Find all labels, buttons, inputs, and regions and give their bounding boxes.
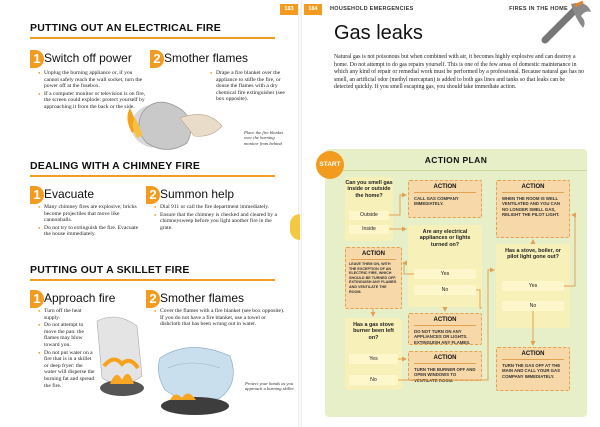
action-title: ACTION bbox=[502, 348, 564, 360]
action-text: TURN THE BURNER OFF AND OPEN WINDOWS TO VENTILATE ROOM. bbox=[414, 367, 476, 383]
page-title: Gas leaks bbox=[334, 22, 423, 44]
action-call-gas-company bbox=[408, 180, 482, 218]
action-gas-off-main bbox=[496, 347, 570, 391]
step-number: 1 bbox=[30, 290, 44, 308]
bullet-item: ● Dial 911 or call the fire department immediately. bbox=[154, 204, 282, 211]
action-title: ACTION bbox=[414, 181, 476, 193]
step-title: Evacuate bbox=[44, 187, 95, 201]
action-text: CALL GAS COMPANY IMMEDIATELY. bbox=[414, 196, 459, 207]
action-text: WHEN THE ROOM IS WELL VENTILATED AND YOU CAN NO LONGER SMELL GAS, RELIGHT THE PILOT LIGHT. bbox=[502, 196, 560, 217]
page-number-left: 183 bbox=[280, 4, 298, 15]
step-number: 2 bbox=[146, 290, 160, 308]
bullet-item: ● Do not try to extinguish the fire. Evacuate the house immediately. bbox=[38, 225, 144, 238]
question-text: Are any electrical appliances or lights turned on? bbox=[419, 229, 471, 248]
action-burner-off bbox=[408, 351, 482, 381]
bullet-item: ● Ensure that the chimney is checked and cleared by a chimneysweep before you light another fire in the grate. bbox=[154, 212, 282, 232]
bullet-item: ● If a computer monitor or television is on fire, the screen could explode: protect yourself by approaching it from the back or the side. bbox=[38, 91, 146, 111]
question-text: Has a gas stove burner been left on? bbox=[353, 322, 394, 341]
bullet-item: ● Turn off the heat supply. bbox=[38, 308, 96, 321]
action-title: ACTION bbox=[502, 181, 564, 193]
option-yes: Yes bbox=[414, 269, 476, 279]
electrical-caption: Place the fire blanket over the burning monitor from behind bbox=[244, 130, 284, 146]
option-no: No bbox=[502, 301, 564, 311]
option-yes: Yes bbox=[349, 354, 398, 364]
running-head-left: FIRES IN THE HOME bbox=[509, 6, 568, 12]
step-title: Approach fire bbox=[44, 291, 116, 305]
section-title-electrical: PUTTING OUT AN ELECTRICAL FIRE bbox=[30, 22, 275, 39]
intro-paragraph: Natural gas is not poisonous but when combined with air, it becomes highly explosive and can destroy a home. Do not attempt to do gas repairs yourself. This is one of the few areas of domestic maintenance in which any kind of repair or remedial work must be performed by a professional. Because natural gas has no smell, an artificial odor (methyl mercaptan) is added to both gas lines and tanks so that leaks can be detected quickly. If you smell escaping gas, you should take immediate action. bbox=[334, 54, 584, 91]
action-title: ACTION bbox=[414, 352, 476, 364]
action-text: TURN THE GAS OFF AT THE MAIN AND CALL YOUR GAS COMPANY IMMEDIATELY. bbox=[502, 363, 561, 379]
action-ventilate-room bbox=[345, 247, 402, 309]
bullet-list bbox=[154, 204, 282, 232]
fire-blanket-monitor-illustration bbox=[112, 88, 252, 158]
step-title: Smother flames bbox=[160, 291, 245, 305]
step-title: Summon help bbox=[160, 187, 235, 201]
skillet-approach-illustration bbox=[92, 306, 148, 406]
section-title-skillet: PUTTING OUT A SKILLET FIRE bbox=[30, 264, 275, 281]
action-text: LEAVE THEM ON, WITH THE EXCEPTION OF AN ELECTRIC FIRE, WHICH SHOULD BE TURNED OFF. EXTINGUISH ANY FLAMES AND VENTILATE THE ROOM. bbox=[349, 262, 397, 294]
step-title: Switch off power bbox=[44, 51, 132, 65]
step-number: 2 bbox=[146, 186, 160, 204]
wrench-icon bbox=[535, 0, 595, 48]
step-title: Smother flames bbox=[164, 51, 249, 65]
chimney-step-2 bbox=[146, 186, 286, 256]
option-inside: Inside bbox=[349, 225, 389, 234]
chimney-step-1 bbox=[30, 186, 145, 256]
option-yes: Yes bbox=[502, 281, 564, 291]
bullet-list bbox=[38, 308, 96, 390]
skillet-smother-illustration bbox=[150, 328, 245, 420]
step-number: 1 bbox=[30, 186, 44, 204]
bullet-list bbox=[154, 308, 286, 329]
action-plan-title: ACTION PLAN bbox=[325, 149, 587, 171]
bullet-item: ● Do not put water on a fire that is in a skillet or deep fryer: the water will disperse the burning fat and spread the fire. bbox=[38, 350, 96, 390]
bullet-item: ● Cover the flames with a fire blanket (see box opposite). If you do not have a fire blanket, use a towel or dishcloth that has been wrung out in water. bbox=[154, 308, 286, 328]
side-tab bbox=[290, 214, 300, 240]
action-title: ACTION bbox=[351, 248, 396, 260]
step-number: 1 bbox=[30, 50, 44, 68]
question-text: Has a stove, boiler, or pilot light gone out? bbox=[505, 248, 561, 261]
page-number-right: 184 bbox=[304, 4, 322, 15]
section-title-chimney: DEALING WITH A CHIMNEY FIRE bbox=[30, 160, 275, 177]
bullet-list bbox=[38, 204, 144, 239]
action-relight-pilot bbox=[496, 180, 570, 238]
skillet-caption: Protect your hands as you approach a burning skillet bbox=[245, 381, 294, 392]
bullet-item: ● Drape a fire blanket over the appliance to stifle the fire, or douse the flames with a dry chemical fire extinguisher (see box opposite). bbox=[210, 70, 288, 103]
bullet-item: ● Unplug the burning appliance or, if you cannot safely reach the wall socket, turn the power off at the fusebox. bbox=[38, 70, 146, 90]
action-title: ACTION bbox=[414, 314, 476, 326]
question-text: Can you smell gas inside or outside the home? bbox=[345, 180, 393, 199]
option-no: No bbox=[414, 285, 476, 295]
bullet-item: ● Do not attempt to move the pan: the flames may blow toward you. bbox=[38, 322, 96, 348]
option-outside: Outside bbox=[349, 211, 389, 220]
step-number: 2 bbox=[150, 50, 164, 68]
action-text: DO NOT TURN ON ANY APPLIANCES OR LIGHTS. EXTINGUISH ANY FLAMES. bbox=[414, 329, 471, 345]
bullet-item: ● Many chimney fires are explosive; bricks become projectiles that move like cannonballs. bbox=[38, 204, 144, 224]
option-no: No bbox=[349, 375, 398, 385]
action-no-appliances bbox=[408, 313, 482, 345]
running-head-right: HOUSEHOLD EMERGENCIES bbox=[330, 6, 414, 12]
start-marker: START bbox=[316, 151, 344, 179]
